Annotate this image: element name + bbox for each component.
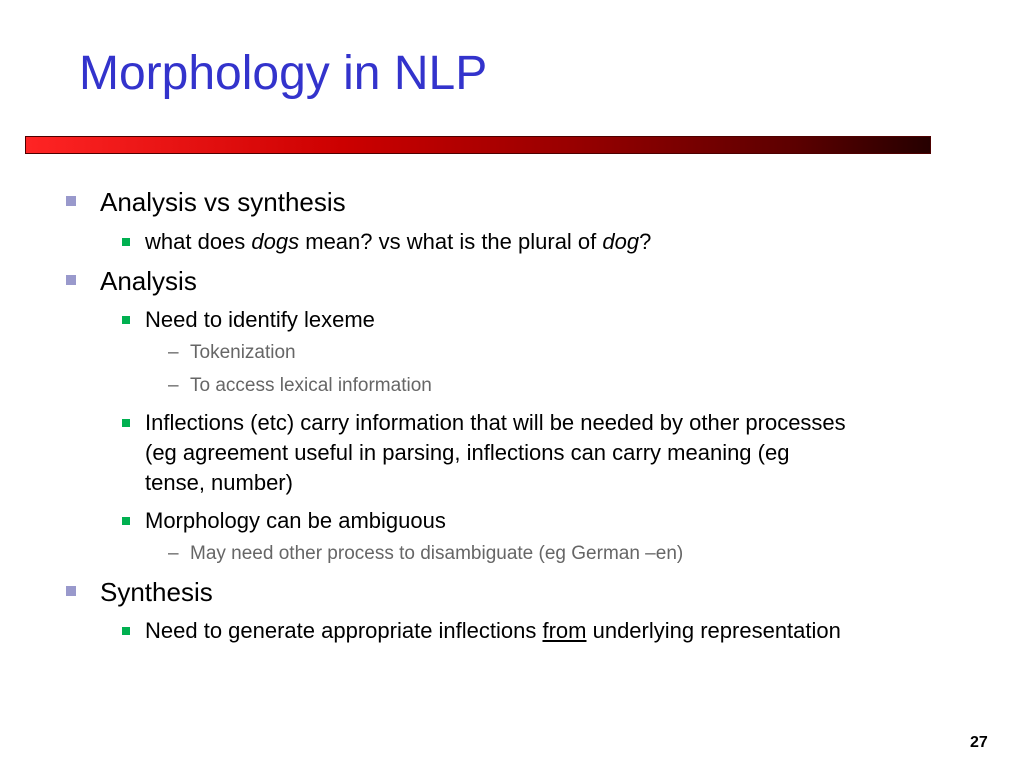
text-fragment: mean? vs what is the plural of (299, 229, 603, 254)
bullet-morphology-ambiguous: Morphology can be ambiguous (145, 508, 446, 533)
bullet-square-icon (66, 586, 76, 596)
bullet-dogs-question (145, 228, 651, 256)
dash-bullet-icon: – (168, 342, 179, 363)
bullet-generate-inflections (145, 617, 841, 645)
bullet-square-icon (122, 238, 130, 246)
bullet-square-icon (122, 316, 130, 324)
text-fragment: underlying representation (586, 618, 841, 643)
bullet-synthesis: Synthesis (100, 577, 213, 607)
text-fragment: Need to generate appropriate inflections (145, 618, 543, 643)
dash-bullet-icon: – (168, 543, 179, 564)
bullet-square-icon (122, 517, 130, 525)
bullet-tokenization: Tokenization (190, 342, 296, 363)
bullet-inflections-line2: (eg agreement useful in parsing, inflections can carry meaning (eg (145, 440, 790, 465)
slide-title: Morphology in NLP (79, 47, 488, 100)
underlined-word-from: from (542, 618, 587, 643)
italic-term-dog: dog (602, 229, 640, 254)
text-fragment: what does (145, 229, 252, 254)
dash-bullet-icon: – (168, 375, 179, 396)
italic-term-dogs: dogs (251, 229, 300, 254)
bullet-disambiguate: May need other process to disambiguate (eg German –en) (190, 543, 684, 564)
title-divider-bar (25, 136, 931, 154)
page-number: 27 (970, 734, 988, 751)
bullet-square-icon (66, 275, 76, 285)
text-fragment: ? (639, 229, 652, 254)
bullet-square-icon (66, 196, 76, 206)
bullet-inflections-line1: Inflections (etc) carry information that will be needed by other processes (145, 410, 846, 435)
bullet-access-lexical: To access lexical information (190, 375, 432, 396)
bullet-analysis: Analysis (100, 266, 197, 296)
bullet-inflections-line3: tense, number) (145, 470, 293, 495)
bullet-square-icon (122, 419, 130, 427)
bullet-identify-lexeme: Need to identify lexeme (145, 307, 375, 332)
bullet-analysis-vs-synthesis: Analysis vs synthesis (100, 187, 346, 217)
bullet-square-icon (122, 627, 130, 635)
